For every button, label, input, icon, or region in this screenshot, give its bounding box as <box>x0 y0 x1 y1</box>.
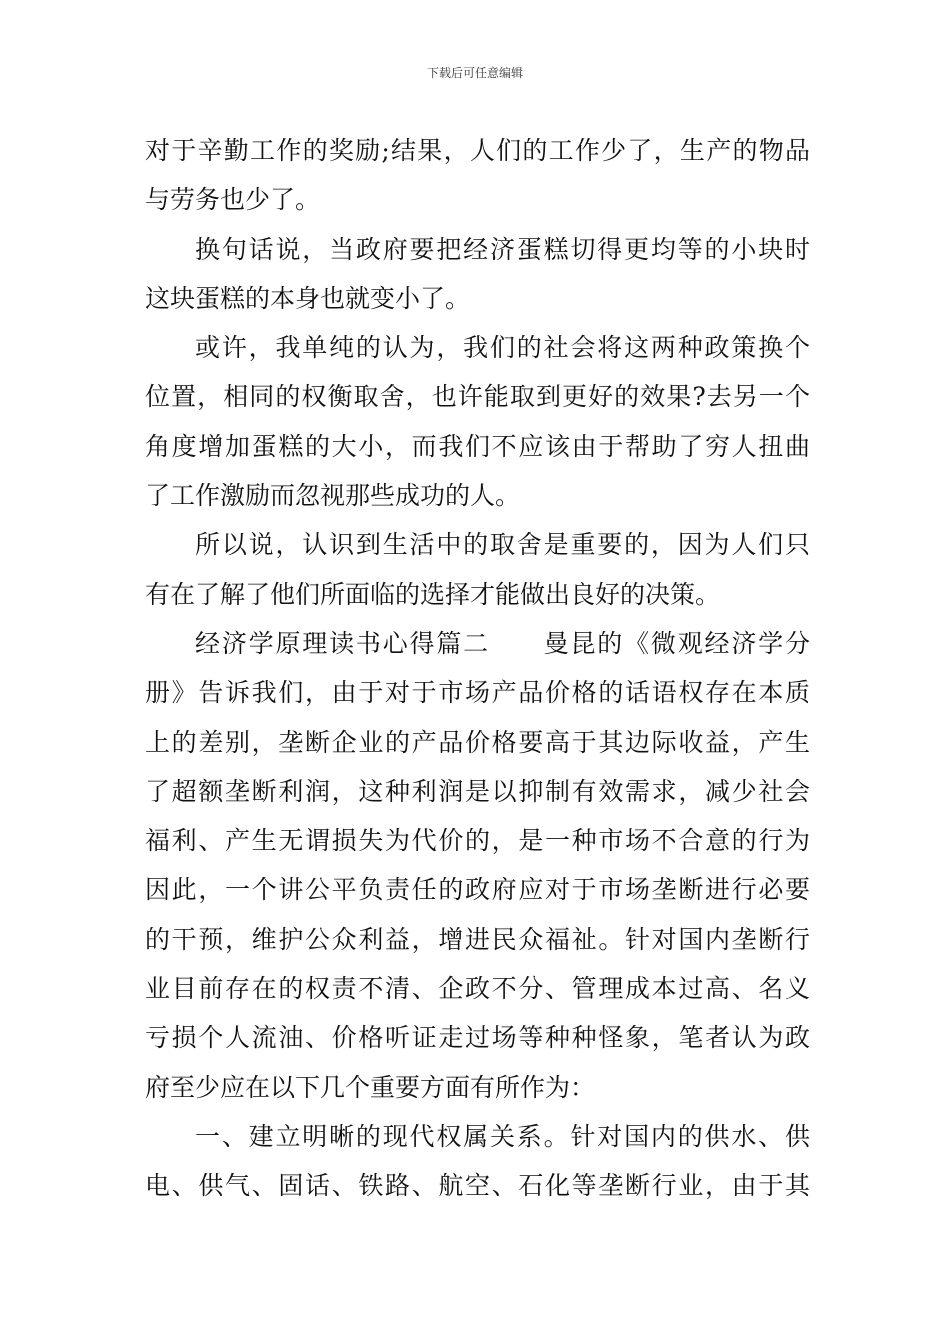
text-line: 府至少应在以下几个重要方面有所作为： <box>145 1072 596 1102</box>
text-line: 上的差别，垄断企业的产品价格要高于其边际收益，产生 <box>145 727 810 757</box>
text-line: 与劳务也少了。 <box>145 185 321 215</box>
text-line: 的干预，维护公众利益，增进民众福祉。针对国内垄断行 <box>145 924 810 954</box>
text-line: 这块蛋糕的本身也就变小了。 <box>145 283 471 313</box>
text-line: 业目前存在的权责不清、企政不分、管理成本过高、名义 <box>145 974 810 1004</box>
text-line: 册》告诉我们，由于对于市场产品价格的话语权存在本质 <box>145 678 810 708</box>
text-line: 因此，一个讲公平负责任的政府应对于市场垄断进行必要 <box>145 875 810 905</box>
text-line: 了工作激励而忽视那些成功的人。 <box>145 481 521 511</box>
text-line: 所以说，认识到生活中的取舍是重要的，因为人们只 <box>195 530 810 560</box>
text-line: 电、供气、固话、铁路、航空、石化等垄断行业，由于其 <box>145 1171 810 1201</box>
text-line: 福利、产生无谓损失为代价的，是一种市场不合意的行为 <box>145 826 810 856</box>
text-line: 了超额垄断利润，这种利润是以抑制有效需求，减少社会 <box>145 776 810 806</box>
text-line: 亏损个人流油、价格听证走过场等种种怪象，笔者认为政 <box>145 1023 810 1053</box>
text-line: 或许，我单纯的认为，我们的社会将这两种政策换个 <box>195 333 810 363</box>
text-line: 位置，相同的权衡取舍，也许能取到更好的效果?去另一个 <box>145 382 810 412</box>
text-line: 角度增加蛋糕的大小，而我们不应该由于帮助了穷人扭曲 <box>145 431 810 461</box>
text-line: 换句话说，当政府要把经济蛋糕切得更均等的小块时 <box>195 234 810 264</box>
page-header: 下载后可任意编辑 <box>426 66 523 80</box>
text-line: 一、建立明晰的现代权属关系。针对国内的供水、供 <box>195 1121 810 1151</box>
text-line: 有在了解了他们所面临的选择才能做出良好的决策。 <box>145 579 721 609</box>
text-line: 经济学原理读书心得篇二 曼昆的《微观经济学分 <box>195 628 810 658</box>
body-text <box>145 126 810 1211</box>
text-line: 对于辛勤工作的奖励;结果，人们的工作少了，生产的物品 <box>145 136 810 165</box>
